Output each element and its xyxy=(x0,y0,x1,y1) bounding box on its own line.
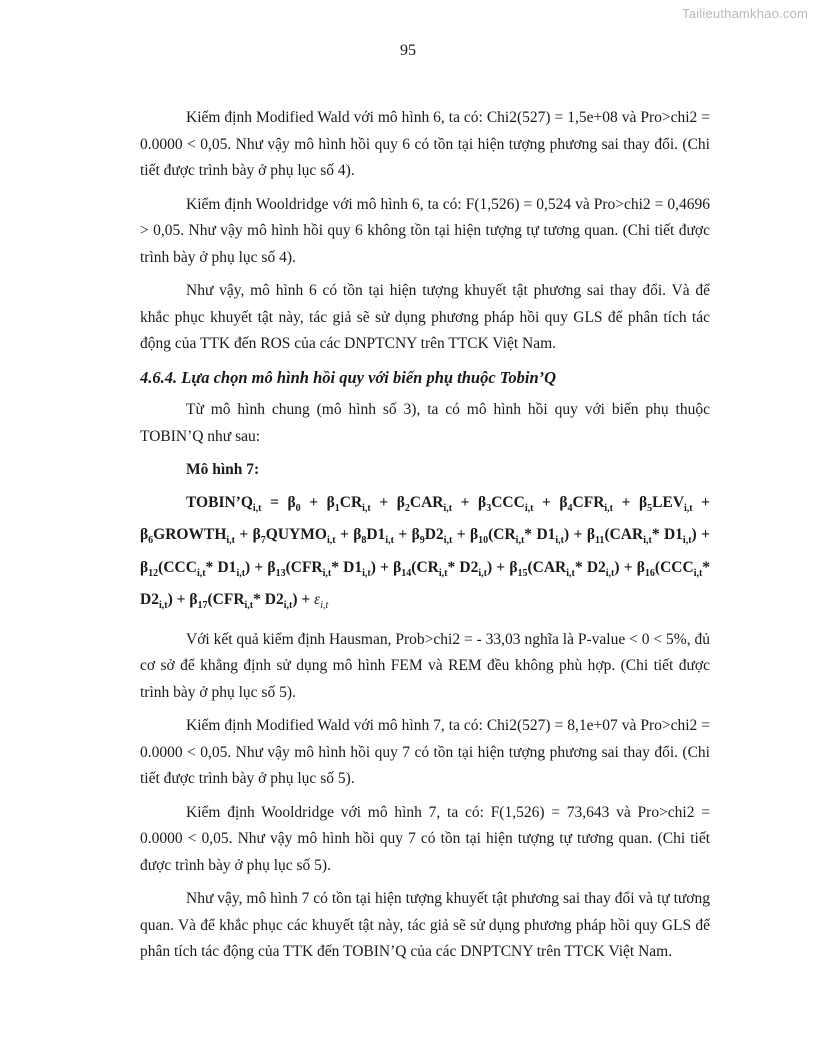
variable: $D2_{i,t}$ xyxy=(424,526,453,547)
variable: $D1_{i,t}$ xyxy=(217,558,246,579)
variable: $D2_{i,t}$ xyxy=(459,558,487,579)
variable: $D1_{i,t}$ xyxy=(536,526,564,547)
paragraph: Kiểm định Wooldridge với mô hình 7, ta có: F(1,526) = 73,643 và Pro>chi2 = 0.0000 < 0,05. Như vậy mô hình hồi quy 7 có tồn tại hiện tượng tự tương quan. (Chi tiết được trình bày ở phụ lục số 5). xyxy=(140,803,710,874)
beta-coefficient: $\beta_{14}$ xyxy=(393,558,412,579)
variable: $CCC_{i,t}$ xyxy=(491,493,534,514)
variable: $CFR_{i,t}$ xyxy=(572,493,614,514)
paragraph: Như vậy, mô hình 7 có tồn tại hiện tượng khuyết tật phương sai thay đổi và tự tương quan. Và để khắc phục các khuyết tật này, tác giả sẽ sử dụng phương pháp hồi quy GLS để phân tích tác động của TTK đến TOBIN’Q của các DNPTCNY trên TTCK Việt Nam. xyxy=(140,890,710,961)
variable: $LEV_{i,t}$ xyxy=(652,493,693,514)
beta-coefficient: $\beta_{15}$ xyxy=(509,558,528,579)
variable: $QUYMO_{i,t}$ xyxy=(265,526,336,547)
beta-coefficient: $\beta_5$ xyxy=(638,493,653,514)
variable: $CCC_{i,t}$ xyxy=(660,558,703,579)
paragraph: Với kết quả kiểm định Hausman, Prob>chi2 = - 33,03 nghĩa là P-value < 0 < 5%, đủ cơ sở để khẳng định sử dụng mô hình FEM và REM đều không phù hợp. (Chi tiết được trình bày ở phụ lục số 5). xyxy=(140,630,710,701)
beta-coefficient: $\beta_2$ xyxy=(396,493,410,514)
beta-coefficient: $\beta_{16}$ xyxy=(636,558,655,579)
variable: $CFR_{i,t}$ xyxy=(212,591,254,612)
variable: $D2_{i,t}$ xyxy=(140,591,168,612)
page-number: 95 xyxy=(400,42,416,59)
variable: $CR_{i,t}$ xyxy=(339,493,371,514)
document-body xyxy=(140,105,710,973)
beta-coefficient: $\beta_0$ xyxy=(287,493,301,514)
beta-coefficient: $\beta_1$ xyxy=(326,493,340,514)
beta-coefficient: $\beta_{11}$ xyxy=(586,526,605,547)
variable: $D2_{i,t}$ xyxy=(264,591,293,612)
variable: $GROWTH_{i,t}$ xyxy=(153,526,235,547)
variable: $CAR_{i,t}$ xyxy=(409,493,453,514)
variable: $D1_{i,t}$ xyxy=(343,558,371,579)
section-heading: 4.6.4. Lựa chọn mô hình hồi quy với biến phụ thuộc Tobin’Q xyxy=(140,367,557,387)
beta-coefficient: $\beta_4$ xyxy=(559,493,573,514)
beta-coefficient: $\beta_7$ xyxy=(252,526,266,547)
regression-equation: $TOBIN’Q_{i,t} = \beta_0 + \beta_1CR_{i,t} + \beta_2CAR_{i,t} + \beta_3CCC_{i,t} + \beta_4CFR_{i,t} + \beta_5LEV_{i,t}$ + $\beta_6GROWTH_{i,t}$ + $\beta_7QUYMO_{i,t} + \beta_8D1_{i,t} + \beta_9D2_{i,t} + \beta_{10}(CR_{i,t}*$ $D1_{i,t}) + \beta_{11}(CAR_{i,t}*$ $D1_{i,t}) + \beta_{12}(CCC_{i,t}*$ $D1_{i,t}) + \beta_{13}(CFR_{i,t}*$ $D1_{i,t}) + \beta_{14}(CR_{i,t}*$ $D2_{i,t}) + \beta_{15}(CAR_{i,t}*$ $D2_{i,t}) + \beta_{16}(CCC_{i,t}*$ $D2_{i,t}) + \beta_{17}(CFR_{i,t}*$ $D2_{i,t}) + \varepsilon_{i,t}$ xyxy=(140,493,711,612)
variable: $CAR_{i,t}$ xyxy=(532,558,575,579)
variable: $CAR_{i,t}$ xyxy=(609,526,652,547)
paragraph: Từ mô hình chung (mô hình số 3), ta có mô hình hồi quy với biến phụ thuộc TOBIN’Q như sau: xyxy=(140,401,710,445)
paragraph: Kiểm định Modified Wald với mô hình 7, ta có: Chi2(527) = 8,1e+07 và Pro>chi2 = 0.0000 < 0,05. Như vậy mô hình hồi quy 7 có tồn tại hiện tượng phương sai thay đổi. (Chi tiết được trình bày ở phụ lục số 5). xyxy=(140,717,710,788)
variable: $D1_{i,t}$ xyxy=(663,526,692,547)
variable: $TOBIN’Q_{i,t}$ xyxy=(186,493,262,514)
variable: $CR_{i,t}$ xyxy=(493,526,525,547)
beta-coefficient: $\beta_{10}$ xyxy=(469,526,489,547)
beta-coefficient: $\beta_9$ xyxy=(411,526,425,547)
variable: $CFR_{i,t}$ xyxy=(290,558,332,579)
variable: $D2_{i,t}$ xyxy=(586,558,615,579)
watermark: Tailieuthamkhao.com xyxy=(682,6,808,21)
beta-coefficient: $\beta_{12}$ xyxy=(140,558,159,579)
variable: $CCC_{i,t}$ xyxy=(163,558,206,579)
beta-coefficient: $\beta_6$ xyxy=(140,526,154,547)
beta-coefficient: $\beta_{17}$ xyxy=(189,591,208,612)
model-label: Mô hình 7: xyxy=(186,461,260,478)
paragraph: Kiểm định Wooldridge với mô hình 6, ta có: F(1,526) = 0,524 và Pro>chi2 = 0,4696 > 0,05. Như vậy mô hình hồi quy 6 không tồn tại hiện tượng tự tương quan. (Chi tiết được trình bày ở phụ lục số 4). xyxy=(140,195,710,266)
beta-coefficient: $\beta_8$ xyxy=(353,526,367,547)
variable: $D1_{i,t}$ xyxy=(366,526,394,547)
paragraph: Kiểm định Modified Wald với mô hình 6, ta có: Chi2(527) = 1,5e+08 và Pro>chi2 = 0.0000 < 0,05. Như vậy mô hình hồi quy 6 có tồn tại hiện tượng phương sai thay đổi. (Chi tiết được trình bày ở phụ lục số 4). xyxy=(140,109,710,179)
beta-coefficient: $\beta_3$ xyxy=(478,493,492,514)
paragraph: Như vậy, mô hình 6 có tồn tại hiện tượng khuyết tật phương sai thay đổi. Và để khắc phục khuyết tật này, tác giả sẽ sử dụng phương pháp hồi quy GLS để phân tích tác động của TTK đến ROS của các DNPTCNY trên TTCK Việt Nam. xyxy=(140,282,710,352)
variable: $CR_{i,t}$ xyxy=(416,558,448,579)
beta-coefficient: $\beta_{13}$ xyxy=(267,558,286,579)
error-term: $\varepsilon_{i,t}$ xyxy=(314,591,329,612)
